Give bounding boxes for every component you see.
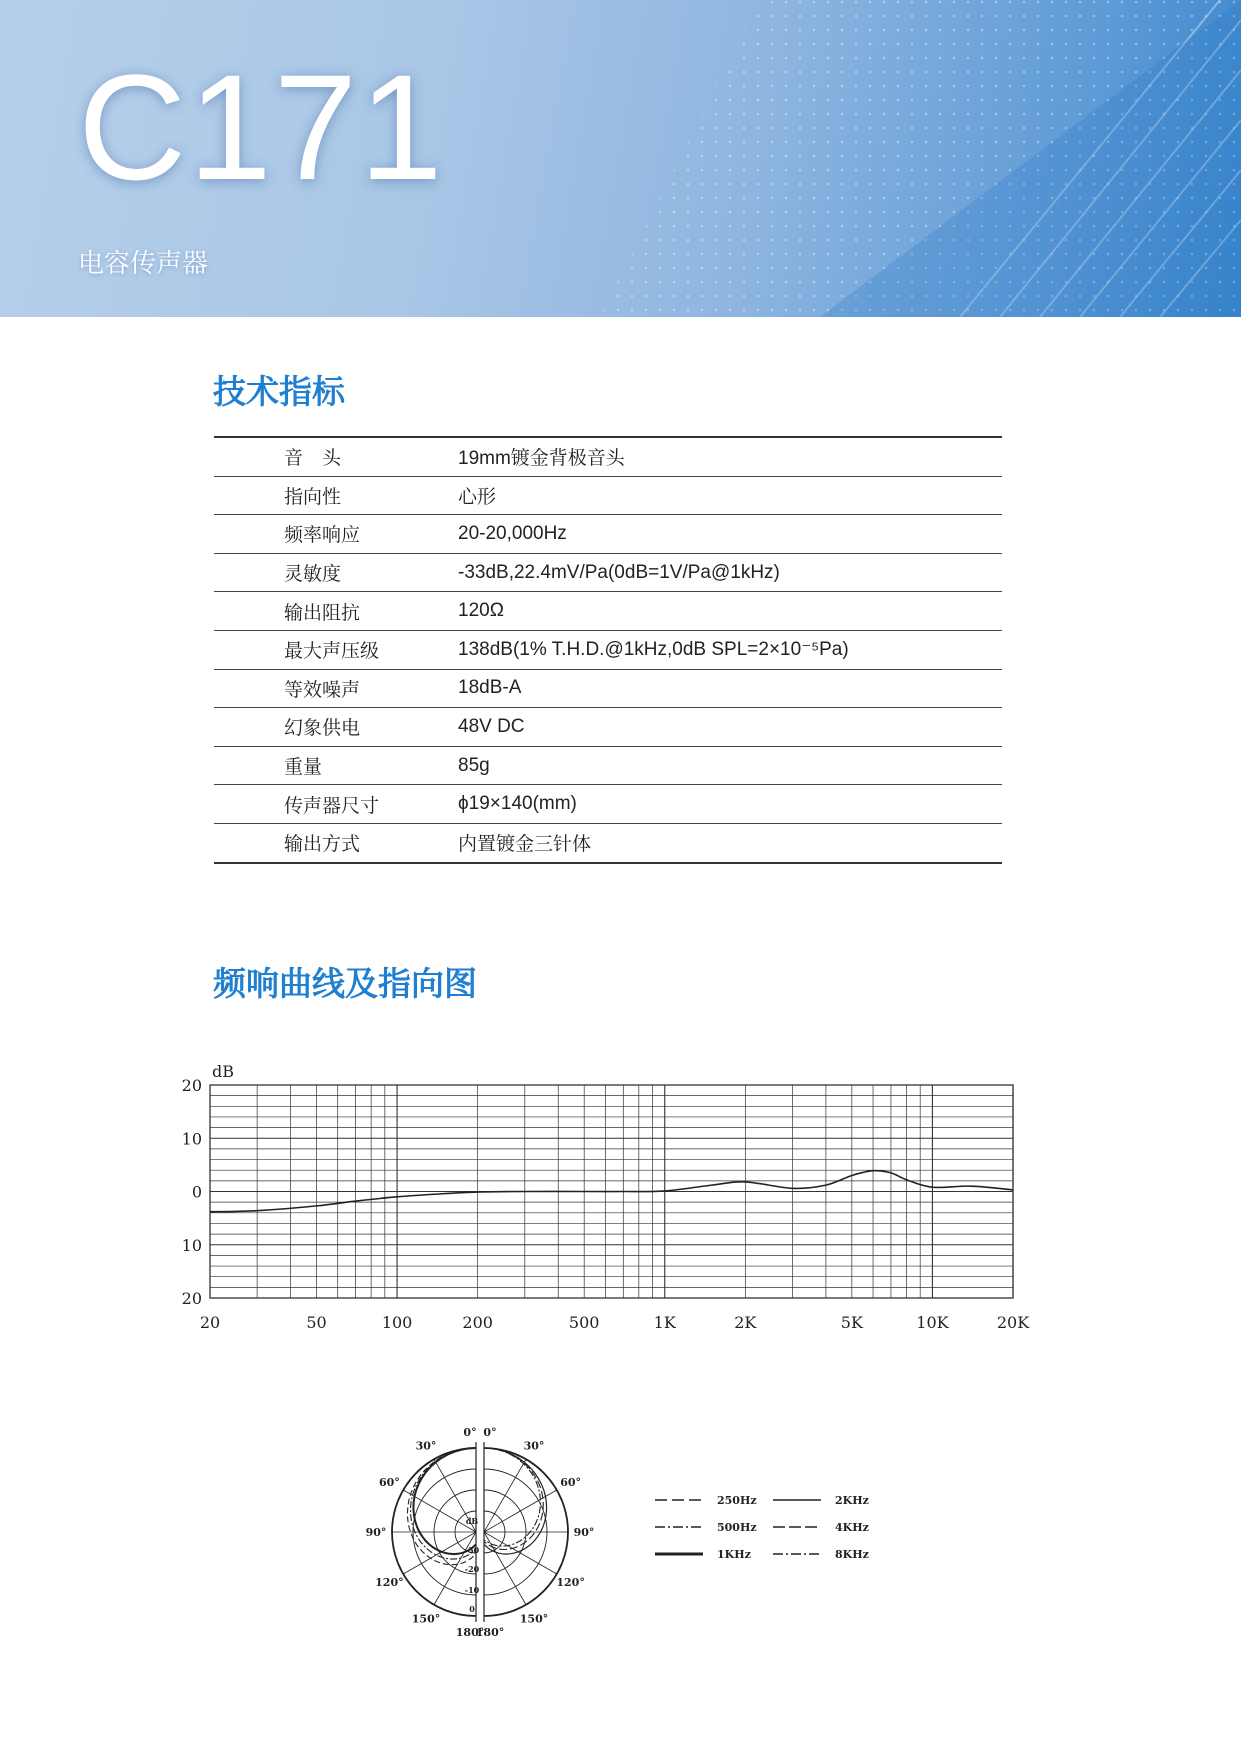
y-tick-label: 10: [181, 1235, 202, 1255]
angle-label-right: 60°: [560, 1476, 582, 1489]
x-tick-label: 500: [568, 1313, 600, 1332]
angle-label-right: 180°: [475, 1626, 505, 1639]
spec-label: 灵敏度: [284, 563, 342, 586]
legend-label: 1KHz: [717, 1548, 751, 1558]
model-title: C171: [78, 43, 445, 211]
spec-value: 138dB(1% T.H.D.@1kHz,0dB SPL=2×10⁻⁵Pa): [458, 639, 849, 661]
y-tick-label: 20: [181, 1289, 202, 1308]
polar-response-curve: [484, 1448, 543, 1550]
angle-label-left: 180°: [455, 1626, 485, 1639]
spec-row: [214, 554, 1002, 593]
spec-value: ϕ19×140(mm): [458, 793, 577, 815]
spec-row: [214, 438, 1002, 477]
spec-row: [214, 477, 1002, 516]
radial-label: dB: [465, 1516, 479, 1526]
angle-label-right: 90°: [573, 1526, 595, 1539]
x-tick-label: 20K: [996, 1313, 1030, 1332]
spec-value: 18dB-A: [458, 677, 522, 699]
x-tick-label: 50: [306, 1313, 327, 1332]
spec-row: [214, 515, 1002, 554]
spec-value: 内置镀金三针体: [458, 834, 592, 856]
x-tick-label: 20: [199, 1313, 221, 1332]
angle-label-right: 150°: [519, 1612, 549, 1626]
y-tick-label: 20: [181, 1076, 202, 1095]
legend-label: 2KHz: [835, 1494, 869, 1507]
polar-spoke: [484, 1532, 557, 1574]
spec-row: [214, 592, 1002, 631]
spec-value: 19mm镀金背极音头: [458, 448, 625, 470]
angle-label-left: 60°: [378, 1476, 400, 1489]
angle-label-left: 150°: [411, 1612, 441, 1626]
frequency-response-chart: [170, 1050, 1040, 1350]
spec-label: 幻象供电: [284, 717, 361, 740]
spec-label: 重量: [284, 756, 323, 779]
x-tick-label: 2K: [734, 1313, 757, 1332]
spec-label: 输出方式: [284, 833, 361, 856]
x-tick-label: 200: [462, 1313, 493, 1332]
y-tick-label: 10: [181, 1129, 202, 1149]
spec-value: 48V DC: [458, 715, 525, 737]
charts-heading: 频响曲线及指向图: [213, 964, 477, 1003]
angle-label-right: 30°: [523, 1439, 545, 1453]
angle-label-right: 0°: [483, 1426, 497, 1439]
legend-label: 4KHz: [835, 1521, 869, 1534]
polar-spoke: [484, 1459, 526, 1532]
spec-label: 最大声压级: [284, 640, 380, 663]
angle-label-left: 30°: [415, 1439, 437, 1453]
radial-label: 0: [469, 1604, 475, 1614]
spec-row: [214, 631, 1002, 670]
spec-value: 85g: [458, 754, 490, 776]
spec-value: 120Ω: [458, 600, 504, 622]
specs-heading: 技术指标: [213, 372, 345, 411]
polar-right-half: [484, 1442, 568, 1622]
x-tick-label: 1K: [653, 1313, 676, 1332]
spec-table: [214, 436, 1002, 864]
spec-row: [214, 670, 1002, 709]
angle-label-left: 90°: [365, 1526, 387, 1539]
angle-label-left: 0°: [463, 1426, 477, 1439]
spec-label: 指向性: [284, 485, 342, 508]
y-tick-label: 0: [191, 1182, 202, 1202]
legend-label: 8KHz: [835, 1548, 869, 1558]
spec-row: [214, 708, 1002, 747]
polar-pattern-chart: [340, 1420, 620, 1640]
spec-row: [214, 785, 1002, 824]
polar-left-half: [392, 1442, 476, 1622]
spec-label: 输出阻抗: [284, 601, 361, 624]
spec-label: 等效噪声: [284, 678, 361, 701]
polar-legend: [655, 1488, 885, 1558]
spec-label: 频率响应: [284, 524, 361, 547]
legend-label: 250Hz: [717, 1494, 757, 1507]
radial-label: -30: [464, 1545, 480, 1555]
spec-value: 心形: [458, 486, 497, 508]
polar-spoke: [484, 1532, 526, 1605]
x-tick-label: 100: [381, 1313, 413, 1332]
spec-label: 传声器尺寸: [284, 794, 380, 817]
legend-label: 500Hz: [717, 1521, 757, 1534]
spec-value: 20-20,000Hz: [458, 522, 567, 544]
radial-label: -10: [464, 1585, 480, 1595]
header-banner: [0, 0, 1241, 317]
spec-label: 音 头: [284, 447, 342, 470]
spec-row: [214, 747, 1002, 786]
polar-response-curve: [411, 1448, 477, 1559]
angle-label-right: 120°: [556, 1576, 585, 1589]
spec-row: [214, 824, 1002, 862]
x-tick-label: 5K: [840, 1313, 863, 1332]
y-axis-label: dB: [212, 1062, 234, 1081]
spec-value: -33dB,22.4mV/Pa(0dB=1V/Pa@1kHz): [458, 561, 780, 583]
x-tick-label: 10K: [916, 1313, 949, 1332]
product-subtitle: 电容传声器: [78, 249, 209, 279]
radial-label: -20: [464, 1564, 480, 1574]
angle-label-left: 120°: [375, 1576, 404, 1589]
